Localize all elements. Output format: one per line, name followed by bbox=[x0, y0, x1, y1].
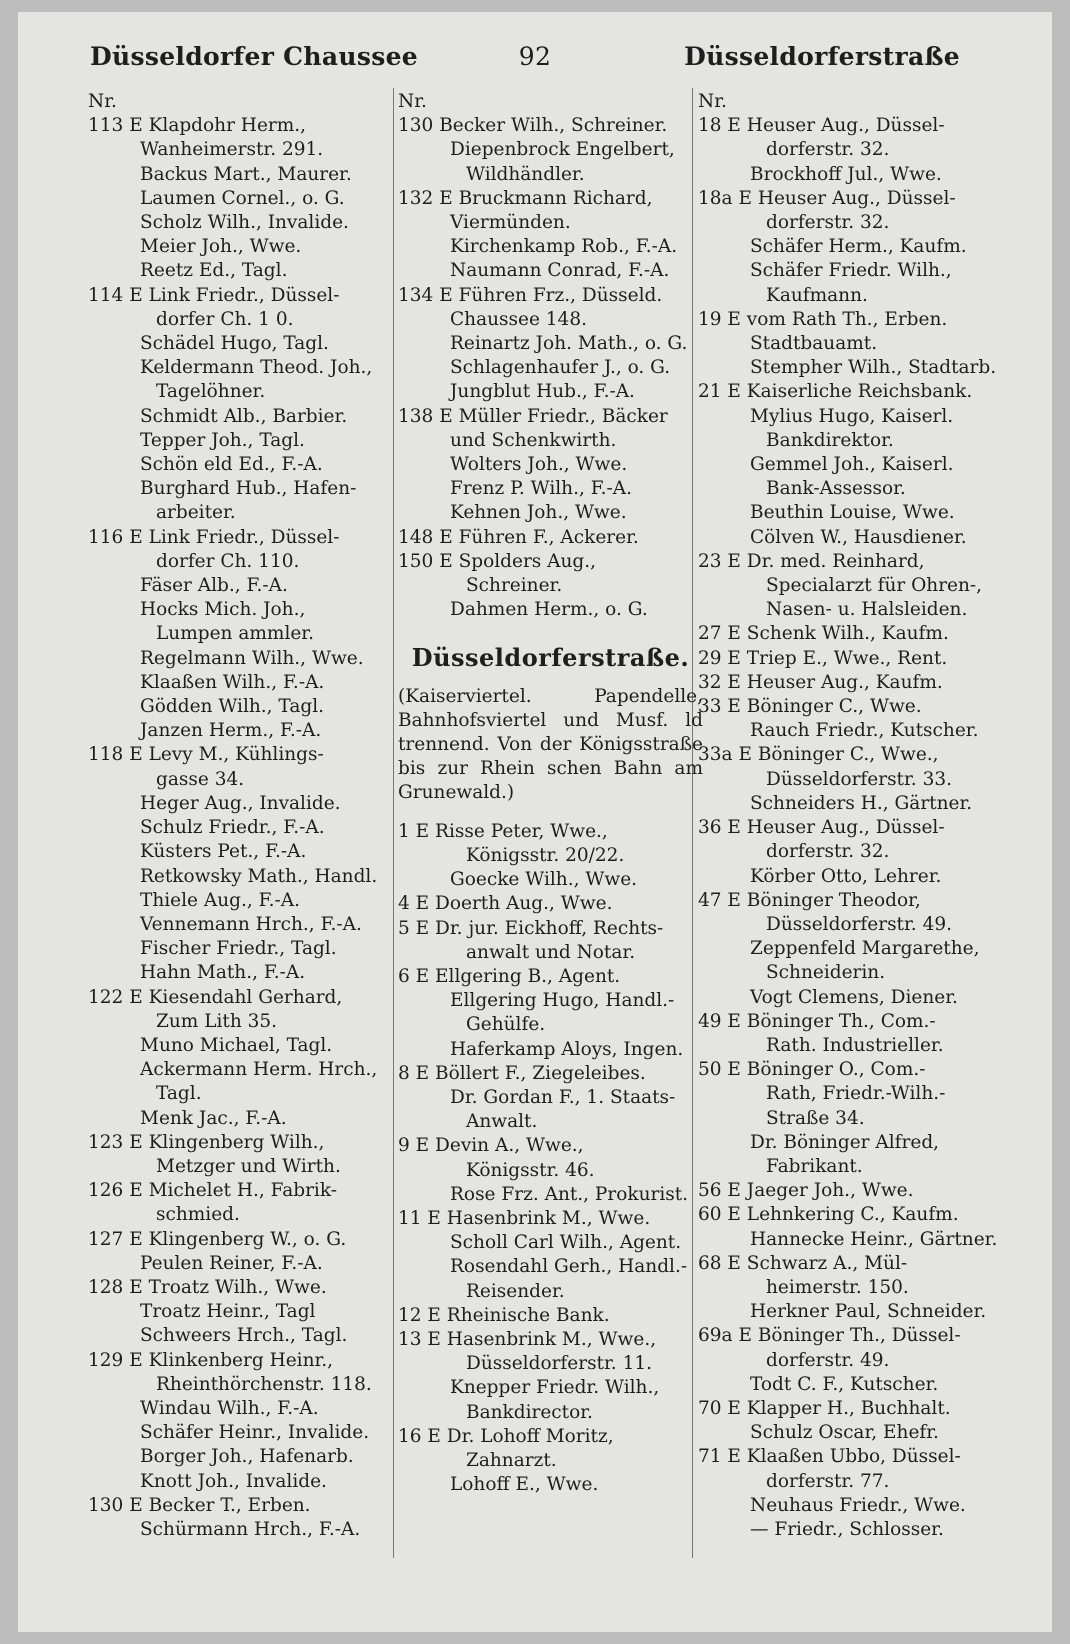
entry-house-number-line: 56 E Jaeger Joh., Wwe. bbox=[698, 1180, 914, 1202]
entry-continuation-line: Wildhändler. bbox=[466, 163, 585, 185]
column-header-nr: Nr. bbox=[698, 91, 727, 112]
entry-resident-line: Schulz Oscar, Ehefr. bbox=[750, 1422, 939, 1444]
entry-resident-line: Retkowsky Math., Handl. bbox=[140, 865, 378, 887]
entry-house-number-line: 114 E Link Friedr., Düssel- bbox=[88, 284, 340, 306]
entry-house-number-line: 19 E vom Rath Th., Erben. bbox=[698, 308, 948, 330]
entry-house-number-line: 23 E Dr. med. Reinhard, bbox=[698, 550, 925, 572]
entry-house-number-line: 118 E Levy M., Kühlings- bbox=[88, 744, 324, 766]
spacer bbox=[398, 806, 703, 820]
entry-continuation-line: Metzger und Wirth. bbox=[156, 1155, 341, 1177]
entry-house-number-line: 18 E Heuser Aug., Düssel- bbox=[698, 115, 945, 137]
column-header-nr: Nr. bbox=[88, 91, 117, 112]
entry-continuation-line: Bankdirector. bbox=[466, 1401, 593, 1423]
entry-house-number-line: 68 E Schwarz A., Mül- bbox=[698, 1252, 908, 1274]
entry-house-number-line: 71 E Klaaßen Ubbo, Düssel- bbox=[698, 1446, 961, 1468]
entry-house-number-line: 33a E Böninger C., Wwe., bbox=[698, 744, 939, 766]
entry-continuation-line: Fabrikant. bbox=[766, 1155, 863, 1177]
entry-continuation-line: heimerstr. 150. bbox=[766, 1276, 909, 1298]
entry-continuation-line: Lumpen ammler. bbox=[156, 623, 314, 645]
column-1 bbox=[88, 90, 388, 1542]
entry-resident-line: Muno Michael, Tagl. bbox=[140, 1034, 333, 1056]
entry-resident-line: Gödden Wilh., Tagl. bbox=[140, 696, 324, 718]
entry-house-number-line: 21 E Kaiserliche Reichsbank. bbox=[698, 381, 973, 403]
entry-house-number-line: 49 E Böninger Th., Com.- bbox=[698, 1010, 936, 1032]
entry-continuation-line: Kaufmann. bbox=[766, 284, 868, 306]
entry-resident-line: Rauch Friedr., Kutscher. bbox=[750, 720, 979, 742]
entry-resident-line: Hahn Math., F.-A. bbox=[140, 962, 306, 984]
entry-continuation-line: Düsseldorferstr. 49. bbox=[766, 913, 952, 935]
entry-resident-line: Schürmann Hrch., F.-A. bbox=[140, 1518, 361, 1540]
entry-resident-line: Janzen Herm., F.-A. bbox=[140, 720, 322, 742]
entry-resident-line: Brockhoff Jul., Wwe. bbox=[750, 163, 942, 185]
entry-resident-line: Fischer Friedr., Tagl. bbox=[140, 938, 337, 960]
entry-house-number-line: 116 E Link Friedr., Düssel- bbox=[88, 526, 340, 548]
entry-house-number-line: 126 E Michelet H., Fabrik- bbox=[88, 1180, 337, 1202]
entry-house-number-line: 9 E Devin A., Wwe., bbox=[398, 1135, 584, 1157]
entry-house-number-line: 60 E Lehnkering C., Kaufm. bbox=[698, 1204, 959, 1226]
entry-house-number-line: 13 E Hasenbrink M., Wwe., bbox=[398, 1328, 657, 1350]
entry-resident-line: Reetz Ed., Tagl. bbox=[140, 260, 288, 282]
entry-continuation-line: Rath, Friedr.-Wilh.- bbox=[766, 1083, 946, 1105]
entry-resident-line: Schön eld Ed., F.-A. bbox=[140, 454, 323, 476]
entry-resident-line: Dr. Böninger Alfred, bbox=[750, 1131, 940, 1153]
entry-resident-line: Mylius Hugo, Kaiserl. bbox=[750, 405, 954, 427]
entry-resident-line: Chaussee 148. bbox=[450, 308, 587, 330]
entry-continuation-line: gasse 34. bbox=[156, 768, 245, 790]
entry-continuation-line: Schneiderin. bbox=[766, 962, 886, 984]
entry-resident-line: Heger Aug., Invalide. bbox=[140, 792, 341, 814]
entry-continuation-line: dorferstr. 77. bbox=[766, 1470, 890, 1492]
entry-continuation-line: Reisender. bbox=[466, 1280, 565, 1302]
entry-resident-line: Schäfer Herm., Kaufm. bbox=[750, 236, 967, 258]
entry-continuation-line: Rheinthörchenstr. 118. bbox=[156, 1373, 372, 1395]
entry-resident-line: Kirchenkamp Rob., F.-A. bbox=[450, 236, 678, 258]
entry-continuation-line: Rath. Industrieller. bbox=[766, 1034, 944, 1056]
entry-resident-line: Neuhaus Friedr., Wwe. bbox=[750, 1494, 966, 1516]
entry-house-number-line: 128 E Troatz Wilh., Wwe. bbox=[88, 1276, 327, 1298]
entry-resident-line: Backus Mart., Maurer. bbox=[140, 163, 352, 185]
entry-resident-line: Knott Joh., Invalide. bbox=[140, 1470, 327, 1492]
entry-resident-line: Scholl Carl Wilh., Agent. bbox=[450, 1232, 682, 1254]
entry-continuation-line: anwalt und Notar. bbox=[466, 941, 636, 963]
entry-house-number-line: 36 E Heuser Aug., Düssel- bbox=[698, 817, 945, 839]
entry-resident-line: Windau Wilh., F.-A. bbox=[140, 1397, 319, 1419]
entry-resident-line: Cölven W., Hausdiener. bbox=[750, 526, 967, 548]
entry-resident-line: Thiele Aug., F.-A. bbox=[140, 889, 300, 911]
entry-house-number-line: 50 E Böninger O., Com.- bbox=[698, 1059, 926, 1081]
entry-continuation-line: Königsstr. 20/22. bbox=[466, 844, 625, 866]
entry-resident-line: Ellgering Hugo, Handl.- bbox=[450, 990, 675, 1012]
entry-house-number-line: 132 E Bruckmann Richard, bbox=[398, 187, 653, 209]
entry-resident-line: Dahmen Herm., o. G. bbox=[450, 599, 648, 621]
entry-continuation-line: Straße 34. bbox=[766, 1107, 865, 1129]
entry-resident-line: Frenz P. Wilh., F.-A. bbox=[450, 478, 633, 500]
entry-continuation-line: Zahnarzt. bbox=[466, 1449, 557, 1471]
entry-resident-line: Diepenbrock Engelbert, bbox=[450, 139, 675, 161]
entry-house-number-line: 134 E Führen Frz., Düsseld. bbox=[398, 284, 663, 306]
entry-resident-line: Knepper Friedr. Wilh., bbox=[450, 1377, 660, 1399]
entry-continuation-line: Specialarzt für Ohren-, bbox=[766, 575, 983, 597]
running-head-right: Düsseldorferstraße bbox=[684, 42, 960, 71]
entry-house-number-line: 29 E Triep E., Wwe., Rent. bbox=[698, 647, 948, 669]
entry-continuation-line: Tagl. bbox=[156, 1083, 202, 1105]
entry-house-number-line: 69a E Böninger Th., Düssel- bbox=[698, 1325, 961, 1347]
entry-resident-line: Ackermann Herm. Hrch., bbox=[140, 1059, 378, 1081]
entry-resident-line: Schweers Hrch., Tagl. bbox=[140, 1325, 348, 1347]
entry-resident-line: Hannecke Heinr., Gärtner. bbox=[750, 1228, 998, 1250]
entry-house-number-line: 113 E Klapdohr Herm., bbox=[88, 115, 307, 137]
entry-resident-line: Goecke Wilh., Wwe. bbox=[450, 869, 638, 891]
entry-house-number-line: 11 E Hasenbrink M., Wwe. bbox=[398, 1207, 651, 1229]
entry-resident-line: Rose Frz. Ant., Prokurist. bbox=[450, 1183, 689, 1205]
entry-resident-line: Schneiders H., Gärtner. bbox=[750, 792, 973, 814]
entry-resident-line: Stadtbauamt. bbox=[750, 333, 878, 355]
column-2 bbox=[398, 90, 703, 1497]
entry-resident-line: Naumann Conrad, F.-A. bbox=[450, 260, 670, 282]
entry-resident-line: Beuthin Louise, Wwe. bbox=[750, 502, 955, 524]
entry-house-number-line: 1 E Risse Peter, Wwe., bbox=[398, 820, 608, 842]
entry-resident-line: Scholz Wilh., Invalide. bbox=[140, 212, 349, 234]
entry-continuation-line: Nasen- u. Halsleiden. bbox=[766, 599, 968, 621]
entry-house-number-line: 129 E Klinkenberg Heinr., bbox=[88, 1349, 334, 1371]
section-heading: Düsseldorferstraße. bbox=[411, 643, 690, 673]
entry-resident-line: Schädel Hugo, Tagl. bbox=[140, 333, 329, 355]
entry-resident-line: Peulen Reiner, F.-A. bbox=[140, 1252, 323, 1274]
street-description: (Kaiserviertel. Papendelle, Bahnhofsviertel und Musf. ld trennend. Von der Königsstraße bis zur Rhein schen Bahn am Grunewald.) bbox=[398, 685, 703, 804]
entry-resident-line: Wanheimerstr. 291. bbox=[140, 139, 324, 161]
entry-continuation-line: Anwalt. bbox=[466, 1111, 538, 1133]
entry-resident-line: Regelmann Wilh., Wwe. bbox=[140, 647, 364, 669]
entry-resident-line: Todt C. F., Kutscher. bbox=[750, 1373, 939, 1395]
entry-resident-line: Vogt Clemens, Diener. bbox=[750, 986, 958, 1008]
entry-house-number-line: 8 E Böllert F., Ziegeleibes. bbox=[398, 1062, 646, 1084]
entry-continuation-line: Königsstr. 46. bbox=[466, 1159, 595, 1181]
entry-resident-line: Hocks Mich. Joh., bbox=[140, 599, 306, 621]
entry-resident-line: Haferkamp Aloys, Ingen. bbox=[450, 1038, 684, 1060]
entry-house-number-line: 18a E Heuser Aug., Düssel- bbox=[698, 187, 956, 209]
entry-house-number-line: 123 E Klingenberg Wilh., bbox=[88, 1131, 325, 1153]
entry-continuation-line: Bankdirektor. bbox=[766, 429, 894, 451]
entry-house-number-line: 47 E Böninger Theodor, bbox=[698, 889, 921, 911]
entry-house-number-line: 130 Becker Wilh., Schreiner. bbox=[398, 115, 668, 137]
entry-resident-line: Tepper Joh., Tagl. bbox=[140, 429, 305, 451]
entry-house-number-line: 148 E Führen F., Ackerer. bbox=[398, 526, 639, 548]
entry-resident-line: Lohoff E., Wwe. bbox=[450, 1474, 599, 1496]
entry-continuation-line: dorferstr. 32. bbox=[766, 841, 890, 863]
entry-resident-line: Troatz Heinr., Tagl bbox=[140, 1301, 316, 1323]
column-3 bbox=[698, 90, 1006, 1542]
entry-resident-line: Schulz Friedr., F.-A. bbox=[140, 817, 325, 839]
entry-resident-line: Fäser Alb., F.-A. bbox=[140, 575, 288, 597]
entry-continuation-line: Düsseldorferstr. 33. bbox=[766, 768, 952, 790]
entry-resident-line: Menk Jac., F.-A. bbox=[140, 1107, 287, 1129]
entry-resident-line: Körber Otto, Lehrer. bbox=[750, 865, 942, 887]
entry-house-number-line: 6 E Ellgering B., Agent. bbox=[398, 965, 621, 987]
entry-continuation-line: arbeiter. bbox=[156, 502, 236, 524]
column-header-nr: Nr. bbox=[398, 91, 427, 112]
entry-house-number-line: 122 E Kiesendahl Gerhard, bbox=[88, 986, 343, 1008]
entry-continuation-line: schmied. bbox=[156, 1204, 240, 1226]
entry-house-number-line: 4 E Doerth Aug., Wwe. bbox=[398, 893, 613, 915]
entry-resident-line: Viermünden. bbox=[450, 212, 571, 234]
entry-house-number-line: 127 E Klingenberg W., o. G. bbox=[88, 1228, 347, 1250]
column-divider bbox=[393, 88, 394, 1558]
entry-resident-line: Keldermann Theod. Joh., bbox=[140, 357, 373, 379]
entry-resident-line: Gemmel Joh., Kaiserl. bbox=[750, 454, 954, 476]
entry-continuation-line: Gehülfe. bbox=[466, 1014, 546, 1036]
entry-house-number-line: 5 E Dr. jur. Eickhoff, Rechts- bbox=[398, 917, 664, 939]
entry-resident-line: Kehnen Joh., Wwe. bbox=[450, 502, 627, 524]
entry-resident-line: Jungblut Hub., F.-A. bbox=[450, 381, 635, 403]
directory-page bbox=[18, 12, 1052, 1632]
entry-resident-line: Reinartz Joh. Math., o. G. bbox=[450, 333, 688, 355]
entry-house-number-line: 32 E Heuser Aug., Kaufm. bbox=[698, 671, 943, 693]
entry-resident-line: Herkner Paul, Schneider. bbox=[750, 1301, 987, 1323]
entry-continuation-line: Düsseldorferstr. 11. bbox=[466, 1353, 652, 1375]
entry-continuation-line: dorfer Ch. 110. bbox=[156, 550, 300, 572]
entry-resident-line: Schmidt Alb., Barbier. bbox=[140, 405, 348, 427]
entry-continuation-line: Tagelöhner. bbox=[156, 381, 266, 403]
entry-continuation-line: Zum Lith 35. bbox=[156, 1010, 278, 1032]
entry-resident-line: Laumen Cornel., o. G. bbox=[140, 187, 345, 209]
entry-continuation-line: Schreiner. bbox=[466, 575, 563, 597]
entry-house-number-line: 70 E Klapper H., Buchhalt. bbox=[698, 1397, 951, 1419]
entry-resident-line: — Friedr., Schlosser. bbox=[750, 1518, 944, 1540]
entry-resident-line: Meier Joh., Wwe. bbox=[140, 236, 302, 258]
entry-resident-line: Klaaßen Wilh., F.-A. bbox=[140, 671, 325, 693]
entry-resident-line: Rosendahl Gerh., Handl.- bbox=[450, 1256, 688, 1278]
entry-resident-line: Stempher Wilh., Stadtarb. bbox=[750, 357, 997, 379]
entry-house-number-line: 27 E Schenk Wilh., Kaufm. bbox=[698, 623, 949, 645]
entry-resident-line: Vennemann Hrch., F.-A. bbox=[140, 913, 362, 935]
entry-house-number-line: 130 E Becker T., Erben. bbox=[88, 1494, 311, 1516]
entry-continuation-line: dorferstr. 49. bbox=[766, 1349, 890, 1371]
entry-resident-line: Schlagenhaufer J., o. G. bbox=[450, 357, 671, 379]
entry-house-number-line: 150 E Spolders Aug., bbox=[398, 550, 597, 572]
entry-continuation-line: dorferstr. 32. bbox=[766, 212, 890, 234]
entry-resident-line: und Schenkwirth. bbox=[450, 429, 617, 451]
entry-resident-line: Küsters Pet., F.-A. bbox=[140, 841, 307, 863]
entry-resident-line: Schäfer Friedr. Wilh., bbox=[750, 260, 952, 282]
entry-resident-line: Dr. Gordan F., 1. Staats- bbox=[450, 1086, 676, 1108]
entry-resident-line: Schäfer Heinr., Invalide. bbox=[140, 1422, 370, 1444]
entry-house-number-line: 12 E Rheinische Bank. bbox=[398, 1304, 610, 1326]
page-number: 92 bbox=[518, 42, 552, 71]
entry-resident-line: Wolters Joh., Wwe. bbox=[450, 454, 628, 476]
entry-resident-line: Zeppenfeld Margarethe, bbox=[750, 938, 980, 960]
entry-house-number-line: 138 E Müller Friedr., Bäcker bbox=[398, 405, 668, 427]
entry-house-number-line: 33 E Böninger C., Wwe. bbox=[698, 696, 922, 718]
running-head-left: Düsseldorfer Chaussee bbox=[90, 42, 418, 71]
entry-continuation-line: dorfer Ch. 1 0. bbox=[156, 308, 294, 330]
entry-resident-line: Burghard Hub., Hafen- bbox=[140, 478, 357, 500]
entry-continuation-line: dorferstr. 32. bbox=[766, 139, 890, 161]
entry-continuation-line: Bank-Assessor. bbox=[766, 478, 906, 500]
entry-house-number-line: 16 E Dr. Lohoff Moritz, bbox=[398, 1425, 614, 1447]
entry-resident-line: Borger Joh., Hafenarb. bbox=[140, 1446, 354, 1468]
